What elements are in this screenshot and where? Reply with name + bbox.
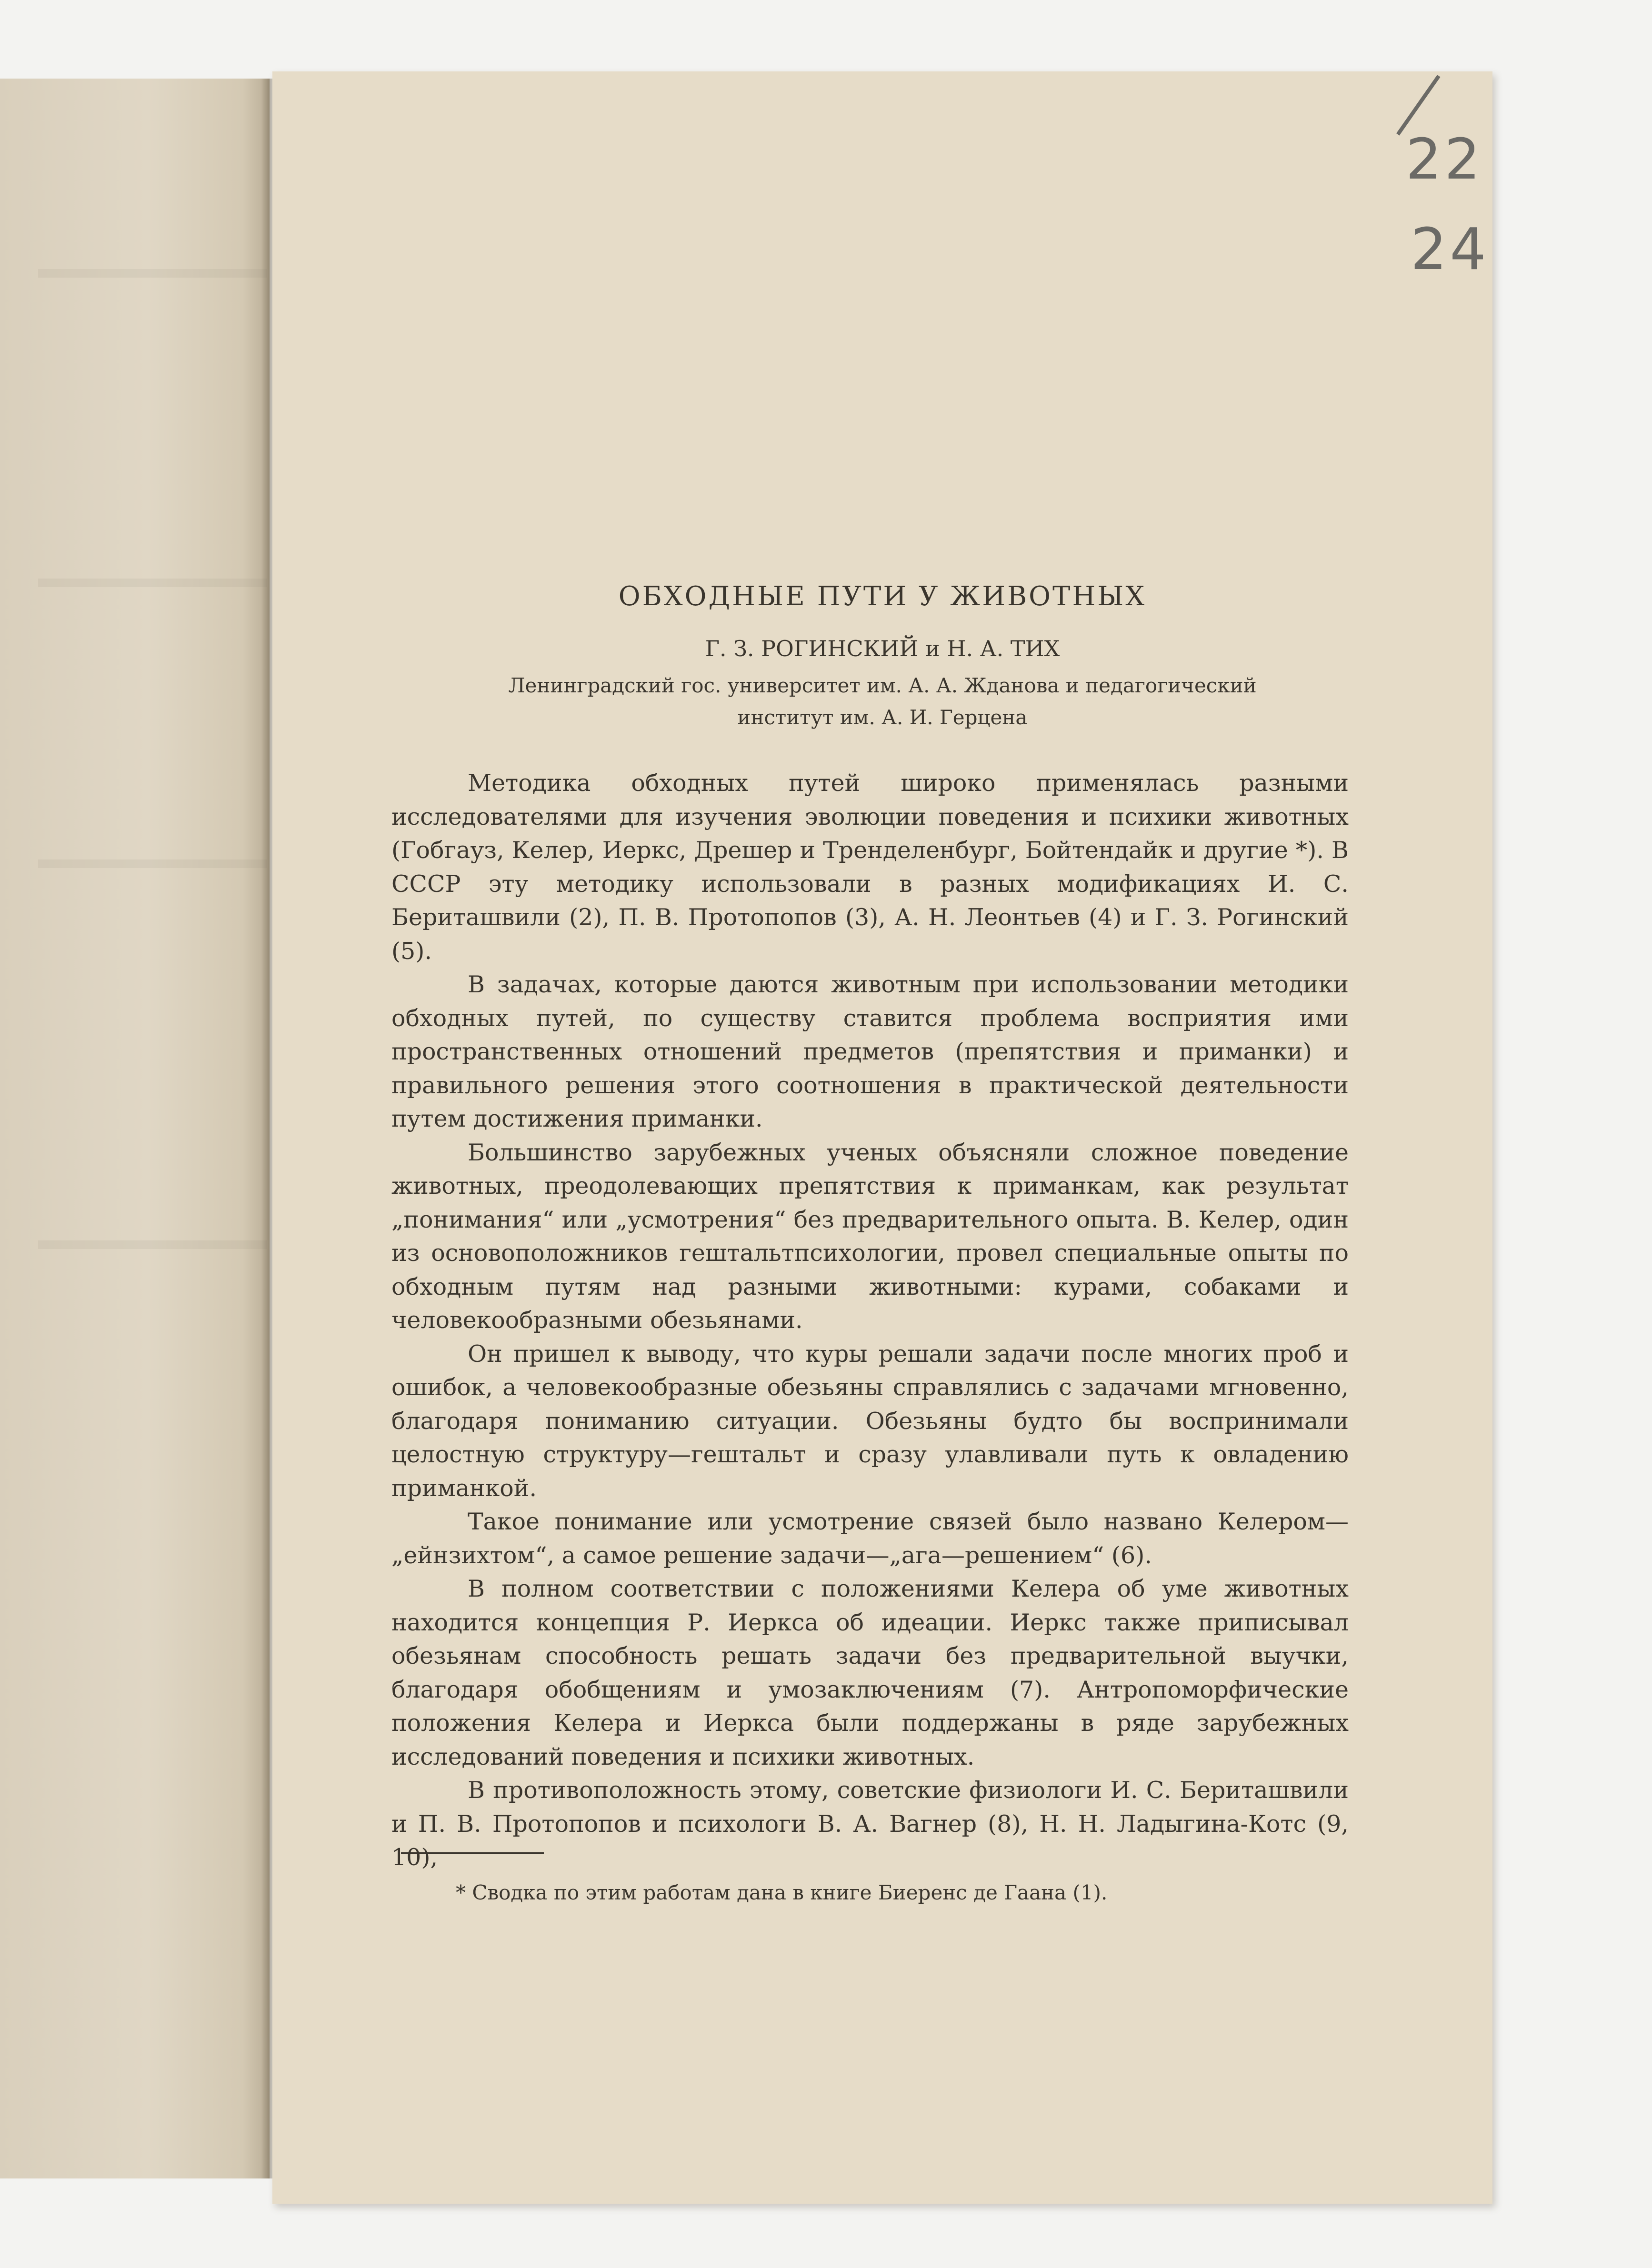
handwritten-page-number: 24 xyxy=(1411,217,1489,283)
paragraph: В противоположность этому, советские физиологи И. С. Бериташвили и П. В. Протопопов и психологи В. А. Вагнер (8), Н. Н. Ладыгина-Котс (9, 10), xyxy=(391,1777,1349,1871)
affiliation-line-1: Ленинградский гос. университет им. А. А. Жданова и педагогический xyxy=(508,674,1257,697)
article-title: ОБХОДНЫЕ ПУТИ У ЖИВОТНЫХ xyxy=(618,581,1147,612)
bleed-through-line xyxy=(38,1240,267,1249)
affiliation-line-2: институт им. А. И. Герцена xyxy=(737,706,1028,729)
handwritten-old-folio: 22 xyxy=(1406,126,1483,192)
bleed-through-line xyxy=(38,269,267,278)
document-page xyxy=(272,71,1492,2204)
footnote-divider xyxy=(401,1852,544,1854)
paragraph: Большинство зарубежных ученых объясняли сложное поведение животных, преодолевающих препятствия к приманкам, как результат „понимания“ или „усмотрения“ без предварительного опыта. В. Келер, один из основоположников гештальтпсихологии, провел специальные опыты по обходным путям над разными животными: курами, собаками и человекообразными обезьянами. xyxy=(391,1139,1349,1334)
paragraph: В задачах, которые даются животным при использовании методики обходных путей, по существу ставится проблема восприятия ими пространственных отношений предметов (препятствия и приманки) и правильного решения этого соотношения в практической деятельности путем достижения приманки. xyxy=(391,971,1349,1132)
paragraph: Он пришел к выводу, что куры решали задачи после многих проб и ошибок, а человекообразные обезьяны справлялись с задачами мгновенно, благодаря пониманию ситуации. Обезьяны будто бы воспринимали целостную структуру—гештальт и сразу улавливали путь к овладению приманкой. xyxy=(391,1340,1349,1502)
paragraph: Такое понимание или усмотрение связей было названо Келером—„ейнзихтом“, а самое решение задачи—„ага—решением“ (6). xyxy=(391,1508,1349,1569)
paragraph: Методика обходных путей широко применялась разными исследователями для изучения эволюции поведения и психики животных (Гобгауз, Келер, Иеркс, Дрешер и Тренделенбург, Бойтендайк и другие *). В СССР эту методику использовали в разных модификациях И. С. Бериташвили (2), П. В. Протопопов (3), А. Н. Леонтьев (4) и Г. З. Рогинский (5). xyxy=(391,769,1349,965)
bleed-through-line xyxy=(38,859,267,868)
left-page-edge xyxy=(0,79,270,2178)
footnote: * Сводка по этим работам дана в книге Биеренс де Гаана (1). xyxy=(456,1881,1108,1904)
paragraph: В полном соответствии с положениями Келера об уме животных находится концепция Р. Иеркса об идеации. Иеркс также приписывал обезьянам способность решать задачи без предварительной выучки, благодаря обобщениям и умозаключениям (7). Антропоморфические положения Келера и Иеркса были поддержаны в ряде зарубежных исследований поведения и психики животных. xyxy=(391,1575,1349,1770)
article-body xyxy=(391,767,1349,1875)
article-authors: Г. З. РОГИНСКИЙ и Н. А. ТИХ xyxy=(705,636,1060,661)
bleed-through-line xyxy=(38,579,267,587)
